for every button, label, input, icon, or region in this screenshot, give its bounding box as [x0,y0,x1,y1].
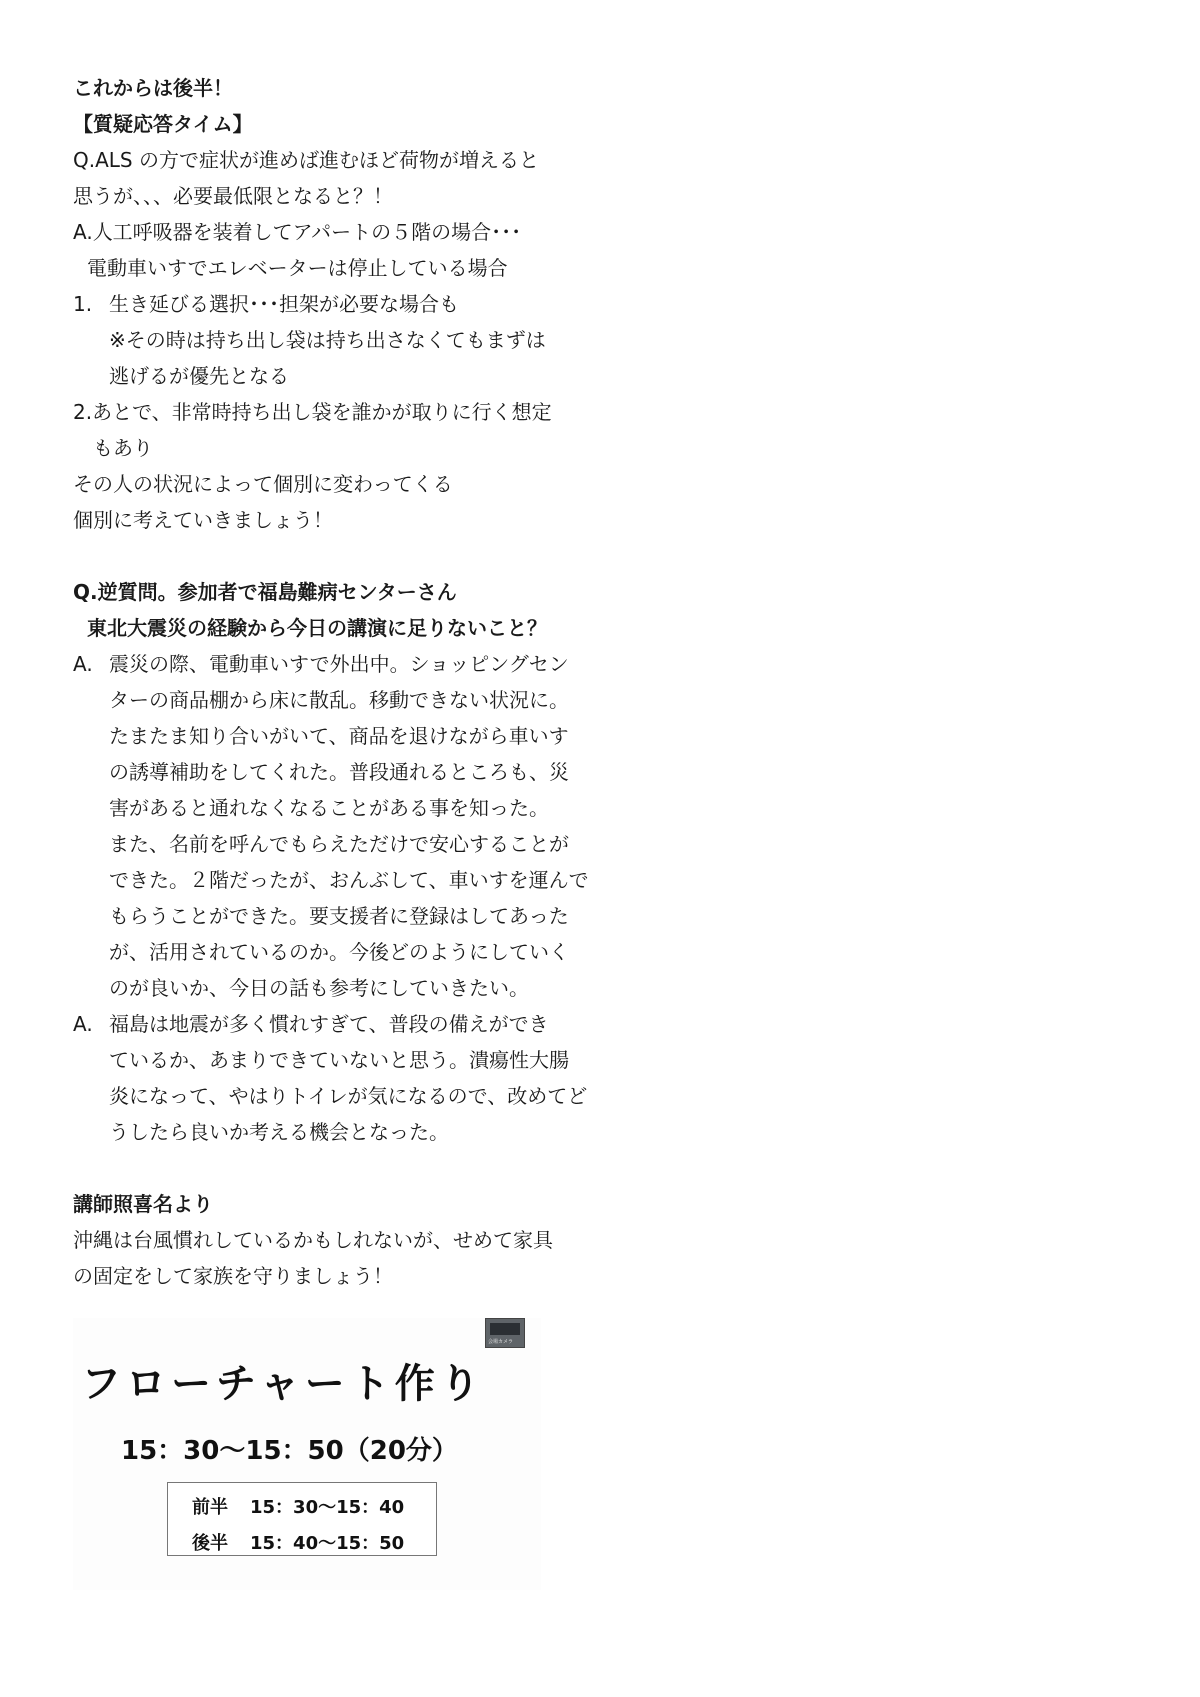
schedule-row-second-half [192,1529,404,1555]
answer-1-line: また、名前を呼んでもらえただけで安心することが [109,832,569,856]
question-line: 思うが、、、必要最低限となると？！ [73,184,393,208]
qa-time-heading: 【質疑応答タイム】 [73,112,253,136]
answer-marker: A. [73,652,93,676]
schedule-time: 15：40〜15：50 [250,1533,405,1554]
spacer [73,1150,593,1186]
answer-text: 震災の際、電動車いすで外出中。ショッピングセン [109,652,569,676]
answer-1-line: 害があると通れなくなることがある事を知った。 [109,796,549,820]
answer-1-line: の誘導補助をしてくれた。普段通れるところも、災 [109,760,569,784]
list-item-2-cont: もあり [93,436,153,460]
answer-text: 福島は地震が多く慣れすぎて、普段の備えができ [109,1012,549,1036]
camera-thumbnail-label: 会場カメラ [488,1339,514,1345]
lecturer-line: の固定をして家族を守りましょう！ [73,1264,393,1288]
schedule-label: 後半 [192,1533,228,1554]
answer-1-line: できた。２階だったが、おんぶして、車いすを運んで [109,868,589,892]
list-item-1-note: ※その時は持ち出し袋は持ち出さなくてもまずは [109,328,546,352]
schedule-box [167,1482,437,1556]
lecturer-line: 沖縄は台風慣れしているかもしれないが、せめて家具 [73,1228,553,1252]
section-heading-second-half: これからは後半！ [73,76,233,100]
slide-screenshot [73,1318,541,1590]
camera-thumbnail-image [490,1323,520,1335]
reverse-question-line: Q.逆質問。参加者で福島難病センターさん [73,580,457,604]
answer-2-line: 炎になって、やはりトイレが気になるので、改めてど [109,1084,588,1108]
answer-line: A.人工呼吸器を装着してアパートの５階の場合･･･ [73,220,522,244]
document-body [73,70,593,1294]
answer-1-line: ターの商品棚から床に散乱。移動できない状況に。 [109,688,569,712]
slide-title: フローチャート作り [81,1361,485,1407]
answer-1-line [73,646,593,682]
list-text: 生き延びる選択･･･担架が必要な場合も [109,292,459,316]
closing-line: 個別に考えていきましょう！ [73,508,333,532]
closing-line: その人の状況によって個別に変わってくる [73,472,453,496]
answer-1-line: もらうことができた。要支援者に登録はしてあった [109,904,569,928]
list-item-1 [73,286,593,322]
answer-2-line: ているか、あまりできていないと思う。潰瘍性大腸 [109,1048,569,1072]
list-item-2: 2.あとで、非常時持ち出し袋を誰かが取りに行く想定 [73,400,552,424]
camera-thumbnail [485,1318,525,1348]
schedule-label: 前半 [192,1497,228,1518]
schedule-time: 15：30〜15：40 [250,1497,405,1518]
answer-1-line: たまたま知り合いがいて、商品を退けながら車いす [109,724,569,748]
slide-time-range: 15：30〜15：50（20分） [121,1436,458,1466]
question-line: Q.ALS の方で症状が進めば進むほど荷物が増えると [73,148,539,172]
lecturer-heading: 講師照喜名より [73,1192,213,1216]
answer-2-line [73,1006,593,1042]
answer-1-line: が、活用されているのか。今後どのようにしていく [109,940,569,964]
reverse-question-line: 東北大震災の経験から今日の講演に足りないこと？ [87,616,547,640]
answer-line: 電動車いすでエレベーターは停止している場合 [87,256,508,280]
answer-2-line: うしたら良いか考える機会となった。 [109,1120,449,1144]
list-number: 1. [73,292,93,316]
spacer [73,538,593,574]
list-item-1-note: 逃げるが優先となる [109,364,289,388]
schedule-row-first-half [192,1493,404,1519]
answer-1-line: のが良いか、今日の話も参考にしていきたい。 [109,976,529,1000]
answer-marker: A. [73,1012,93,1036]
